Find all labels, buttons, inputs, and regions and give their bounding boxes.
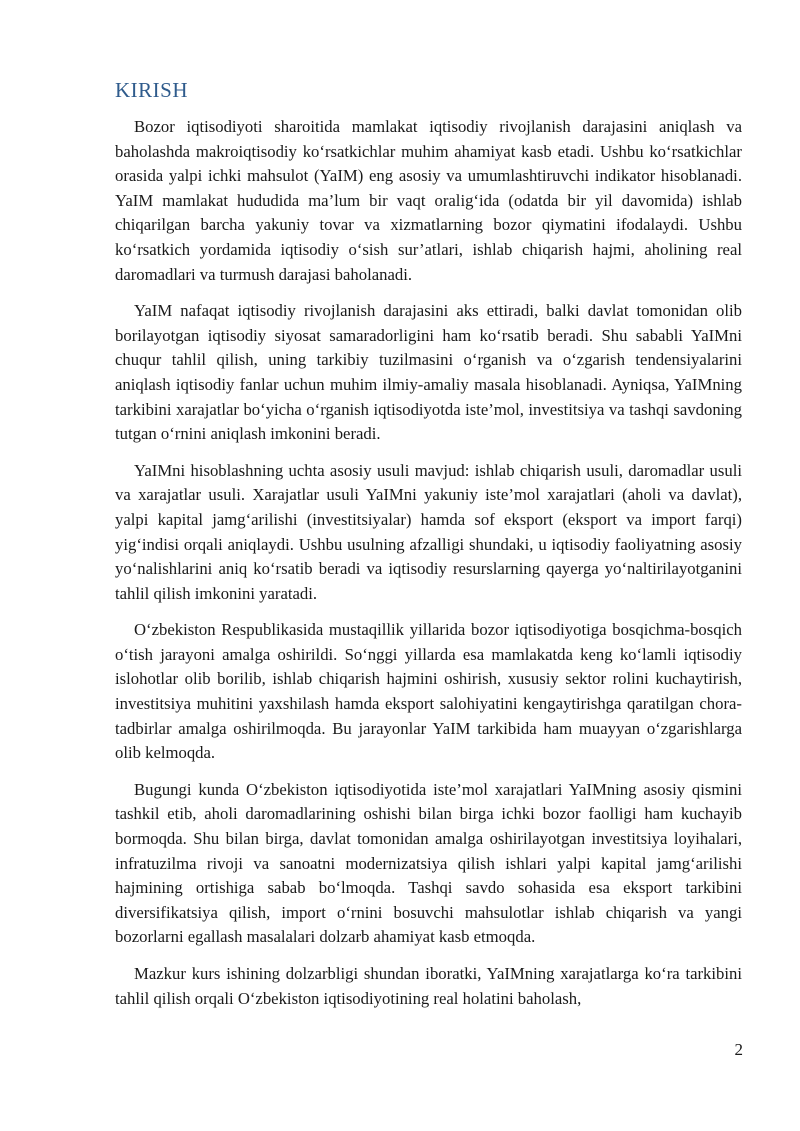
body-text — [115, 115, 742, 1023]
paragraph-3: YaIMni hisoblashning uchta asosiy usuli mavjud: ishlab chiqarish usuli, daromadlar usuli va xarajatlar usuli. Xarajatlar usuli YaIMni yakuniy iste’mol xarajatlari (aholi va davlat), yalpi kapital jamg‘arilishi (investitsiyalar) hamda sof eksport (eksport va import farqi) yig‘indisi orqali aniqlaydi. Ushbu usulning afzalligi shundaki, u iqtisodiy faoliyatning asosiy yo‘nalishlarini aniq ko‘rsatib beradi va iqtisodiy resurslarning qayerga yo‘naltirilayotganini tahlil qilish imkonini yaratadi. — [115, 460, 742, 603]
paragraph-5: Bugungi kunda O‘zbekiston iqtisodiyotida iste’mol xarajatlari YaIMning asosiy qismini tashkil etib, aholi daromadlarining oshishi bilan birga ichki bozor faolligi ham kuchayib bormoqda. Shu bilan birga, davlat tomonidan amalga oshirilayotgan investitsiya loyihalari, infratuzilma rivoji va sanoatni modernizatsiya qilish ishlari yalpi kapital jamg‘arilishi hajmining ortishiga sabab bo‘lmoqda. Tashqi savdo sohasida esa eksport tarkibini diversifikatsiya qilish, import o‘rnini bosuvchi mahsulotlar ishlab chiqarish va yangi bozorlarni egallash masalalari dolzarb ahamiyat kasb etmoqda. — [115, 779, 742, 947]
paragraph-2: YaIM nafaqat iqtisodiy rivojlanish darajasini aks ettiradi, balki davlat tomonidan olib borilayotgan iqtisodiy siyosat samaradorligini ham ko‘rsatib beradi. Shu sababli YaIMni chuqur tahlil qilish, uning tarkibiy tuzilmasini o‘rganish va o‘zgarish tendensiyalarini aniqlash iqtisodiy fanlar uchun muhim ilmiy-amaliy masala hisoblanadi. Ayniqsa, YaIMning tarkibini xarajatlar bo‘yicha o‘rganish iqtisodiyotda iste’mol, investitsiya va tashqi savdoning tutgan o‘rnini aniqlash imkonini beradi. — [115, 301, 742, 444]
paragraph-6: Mazkur kurs ishining dolzarbligi shundan iboratki, YaIMning xarajatlarga ko‘ra tarkibini tahlil qilish orqali O‘zbekiston iqtisodiyotining real holatini baholash, — [115, 964, 742, 1008]
paragraph-4: O‘zbekiston Respublikasida mustaqillik yillarida bozor iqtisodiyotiga bosqichma-bosqich o‘tish jarayoni amalga oshirildi. So‘nggi yillarda esa mamlakatda keng ko‘lamli iqtisodiy islohotlar olib borilib, ishlab chiqarish hajmini oshirish, xususiy sektor rolini kuchaytirish, investitsiya muhitini yaxshilash hamda eksport salohiyatini kengaytirishga qaratilgan chora-tadbirlar amalga oshirilmoqda. Bu jarayonlar YaIM tarkibida ham muayyan o‘zgarishlarga olib kelmoqda. — [115, 620, 742, 763]
page-number: 2 — [734, 1040, 743, 1059]
section-heading: KIRISH — [115, 78, 189, 102]
paragraph-1: Bozor iqtisodiyoti sharoitida mamlakat iqtisodiy rivojlanish darajasini aniqlash va baholashda makroiqtisodiy ko‘rsatkichlar muhim ahamiyat kasb etadi. Ushbu ko‘rsatkichlar orasida yalpi ichki mahsulot (YaIM) eng asosiy va umumlashtiruvchi indikator hisoblanadi. YaIM mamlakat hududida ma’lum bir vaqt oralig‘ida (odatda bir yil davomida) ishlab chiqarilgan barcha yakuniy tovar va xizmatlarning bozor qiymatini ifodalaydi. Ushbu ko‘rsatkich yordamida iqtisodiy o‘sish sur’atlari, ishlab chiqarish hajmi, aholining real daromadlari va turmush darajasi baholanadi. — [115, 117, 742, 284]
